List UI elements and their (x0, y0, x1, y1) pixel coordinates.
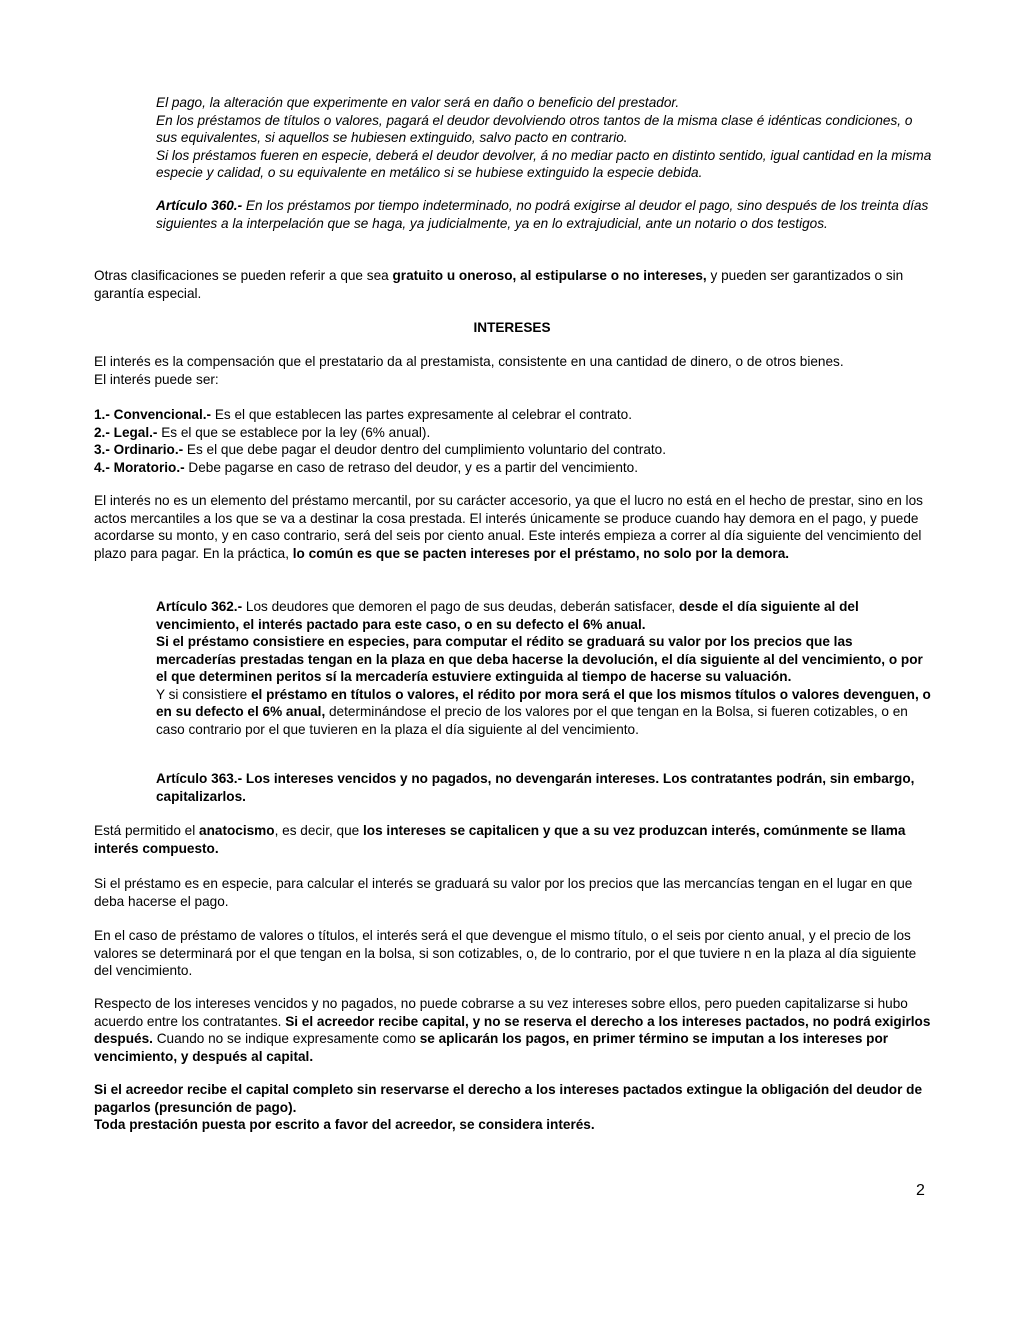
final-paragraph (94, 1081, 934, 1134)
list-item (94, 459, 934, 477)
vencidos-text-c: Cuando no se indique expresamente como (152, 1031, 420, 1046)
type-label: 2.- Legal.- (94, 424, 158, 440)
type-text: Es el que establecen las partes expresamente al celebrar el contrato. (211, 407, 632, 422)
valores-paragraph: En el caso de préstamo de valores o títulos, el interés será el que devengue el mismo título, o el seis por ciento anual, y el precio de los valores se determinará por el que tengan en la bolsa, si son cotizables, o, de lo contrario, por el que tuviere n en la plaza al día siguiente del vencimiento. (94, 928, 917, 978)
quote-p1: El pago, la alteración que experimente en valor será en daño o beneficio del prestador. (156, 95, 680, 110)
art-363 (156, 770, 936, 805)
anatocismo-paragraph (94, 822, 934, 857)
intro-line-1: El interés es la compensación que el prestatario da al prestamista, consistente en una cantidad de dinero, o de otros bienes. (94, 354, 844, 369)
otras-clasificaciones (94, 267, 934, 302)
art-360-text: En los préstamos por tiempo indeterminado, no podrá exigirse al deudor el pago, sino después de los treinta días siguientes a la interpelación que se haga, ya judicialmente, ya en lo extrajudicial, ante un notario o dos testigos. (156, 198, 929, 231)
type-label: 3.- Ordinario.- (94, 442, 184, 457)
art-362-bold-e: el préstamo en títulos o valores, el rédito por mora será el que los mismos títulos o valores devenguen, o en su defecto el 6% anual, (156, 686, 931, 719)
elemento-bold: lo común es que se pacten intereses por el préstamo, no solo por la demora. (292, 545, 790, 561)
art-362-line-1 (156, 598, 936, 633)
art-362-label: Artículo 362.- (156, 599, 243, 614)
intro-paragraph (94, 353, 934, 388)
anatocismo-text-c: , es decir, que (274, 823, 363, 838)
art-362 (156, 598, 936, 738)
type-label: 1.- Convencional.- (94, 407, 212, 422)
art-362-text-a: Los deudores que demoren el pago de sus deudas, deberán satisfacer, (242, 599, 679, 614)
otras-text-c: y pueden ser garantizados o sin garantía especial. (94, 268, 904, 301)
art-362-bold-b: desde el día siguiente al del vencimiento, el interés pactado para este caso, o en su defecto el 6% anual. (156, 599, 859, 632)
art-363-text: Los intereses vencidos y no pagados, no devengarán intereses. Los contratantes podrán, sin embargo, capitalizarlos. (156, 771, 915, 804)
art-360-label: Artículo 360.- (156, 198, 243, 213)
art-362-text-f: determinándose el precio de los valores por el que tengan en la Bolsa, si fueren cotizables, o en caso contrario por el que tuvieren en la plaza el día siguiente al del vencimiento. (156, 704, 908, 737)
art-363-label: Artículo 363.- (156, 771, 243, 786)
art-362-bold-c: Si el préstamo consistiere en especies, para computar el rédito se graduará su valor por los precios que las mercaderías prestadas tengan en la plaza en que deba hacerse la devolución, el día siguiente al del vencimiento, o por el que determinen peritos sí la mercadería estuviere extinguida al tiempo de hacerse su valuación. (156, 634, 923, 684)
art-360 (156, 197, 936, 232)
art-362-line-2 (156, 633, 936, 686)
vencidos-bold-b: Si el acreedor recibe capital, y no se reserva el derecho a los intereses pactados, no podrá exigirlos después. (94, 1013, 931, 1046)
type-label: 4.- Moratorio.- (94, 459, 185, 475)
list-item (94, 406, 934, 424)
quote-p2: En los préstamos de títulos o valores, pagará el deudor devolviendo otros tantos de la misma clase é idénticas condiciones, o sus equivalentes, si aquellos se hubiesen extinguido, salvo pacto en contrario. (156, 112, 913, 145)
quote-p3: Si los préstamos fueren en especie, deberá el deudor devolver, á no mediar pacto en distinto sentido, igual cantidad en la misma especie y calidad, o su equivalente en metálico si se hubiese extinguido la especie debida. (156, 147, 932, 180)
anatocismo-text-a: Está permitido el (94, 823, 200, 838)
vencidos-paragraph (94, 995, 934, 1065)
list-item (94, 441, 934, 459)
otras-text-a: Otras clasificaciones se pueden referir a que sea (94, 268, 393, 283)
page-number: 2 (916, 1182, 925, 1199)
anatocismo-term: anatocismo (199, 823, 275, 838)
especie-paragraph: Si el préstamo es en especie, para calcular el interés se graduará su valor por los precios que las mercancías tengan en el lugar en que deba hacerse el pago. (94, 876, 913, 909)
type-text: Es el que debe pagar el deudor dentro del cumplimiento voluntario del contrato. (183, 442, 667, 457)
intro-line-2: El interés puede ser: (94, 371, 219, 387)
type-text: Debe pagarse en caso de retraso del deudor, y es a partir del vencimiento. (184, 459, 639, 475)
final-line-1: Si el acreedor recibe el capital completo sin reservarse el derecho a los intereses pactados extingue la obligación del deudor de pagarlos (presunción de pago). (94, 1082, 923, 1115)
vencidos-text-a: Respecto de los intereses vencidos y no pagados, no puede cobrarse a su vez intereses sobre ellos, pero pueden capitalizarse si hubo acuerdo entre los contratantes. (94, 996, 908, 1029)
final-line-2: Toda prestación puesta por escrito a favor del acreedor, se considera interés. (94, 1117, 595, 1132)
quote-block-1 (156, 94, 936, 182)
list-item (94, 424, 934, 442)
elemento-paragraph (94, 492, 934, 562)
type-text: Es el que se establece por la ley (6% anual). (157, 424, 431, 440)
section-heading: INTERESES (473, 320, 551, 335)
interest-types-list (94, 406, 934, 476)
vencidos-bold-d: se aplicarán los pagos, en primer término se imputan a los intereses por vencimiento, y después al capital. (94, 1031, 889, 1064)
art-363-bold (156, 771, 914, 804)
anatocismo-bold-d: los intereses se capitalicen y que a su vez produzcan interés, comúnmente se llama interés compuesto. (94, 823, 906, 856)
art-362-line-3 (156, 686, 936, 739)
elemento-text: El interés no es un elemento del préstamo mercantil, por su carácter accesorio, ya que el lucro no está en el hecho de prestar, sino en los actos mercantiles a los que se va a destinar la cosa prestada. El interés únicamente se produce cuando hay demora en el pago, y puede acordarse su monto, y en caso contrario, será del seis por ciento anual. Este interés empieza a correr al día siguiente del vencimiento del plazo para pagar. En la práctica, (94, 493, 923, 561)
otras-text-bold: gratuito u oneroso, al estipularse o no intereses, (392, 268, 707, 283)
art-362-text-d: Y si consistiere (156, 686, 251, 702)
